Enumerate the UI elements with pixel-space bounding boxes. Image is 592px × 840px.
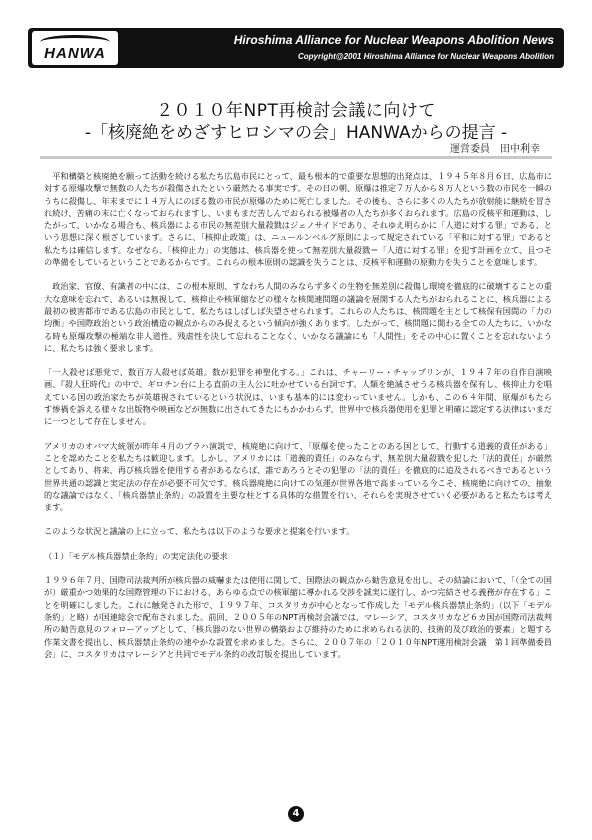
newsletter-header — [28, 28, 564, 68]
article-author: 運営委員 田中利幸 — [450, 144, 540, 155]
article-body — [44, 170, 552, 660]
section-heading: （１）「モデル核兵器禁止条約」の実定法化の要求 — [44, 550, 228, 561]
paragraph-2: 政治家、官僚、有識者の中には、この根本原則、すなわち人間のみならず多くの生物を無差別に殺傷し環境を徹底的に破壊することの重大な意味を忘れて、あるいは無視して、核抑止や核軍縮などの様々な核関連問題の議論を展開する人たちがおられることに、核兵器による最初の被害都市である広島の市民として、私たちはしばしば失望させられます。これらの人たちは、核問題を主として核保有国間の「力の均衡」や国際政治という政治構造の観点からのみ捉えるという傾向が強くあります。したがって、核問題に関わる全ての人たちに、いかなる時も原爆攻撃の極端な非人道性、残虐性を決して忘れることなく、いかなる議論にも「人間性」をその中心に置くことを忘れないように、私たちは強く要求します。 — [44, 281, 552, 353]
hanwa-logo — [32, 31, 118, 65]
article-title-line1: ２０１０年NPT再検討会議に向けて — [156, 101, 436, 121]
paragraph-6: １９９６年７月、国際司法裁判所が核兵器の威嚇または使用に関して、国際法の観点から勧告意見を出し、その結論において、「（全ての国が）厳重かつ効果的な国際管理の下における、あらゆる点での核軍縮に導かれる交渉を誠実に遂行し、かつ完結させる義務が存在する」ことを明確にしました。これに触発された形で、１９９７年、コスタリカが中心となって作成した「モデル核兵器禁止条約」（以下「モデル条約」と略）が国連総会で配布されました。前回、２００５年のNPT再検討会議では、マレーシア、コスタリカなど６カ国が国際司法裁判所の勧告意見のフォローアップとして、「核兵器のない世界の構築および維持のために求められる法的、技術的及び政治的要素」と題する作業文書を提出し、核兵器禁止条約の速やかな設置を求めました。さらに、２００７年の「２０１０年NPT運用検討会議 第１回準備委員会」に、コスタリカはマレーシアと共同でモデル条約の改訂版を提出しています。 — [44, 575, 552, 659]
article-title-line2: -「核廃絶をめざすヒロシマの会」HANWAからの提言 - — [84, 123, 508, 143]
paragraph-4: アメリカのオバマ大統領が昨年４月のプラハ演説で、核廃絶に向けて、「原爆を使ったことのある国として、行動する道義的責任がある」ことを認めたことを私たちは歓迎します。しかし、アメリカには「道義的責任」のみならず、無差別大量殺戮を犯した「法的責任」が厳然としてあり、将来、再び核兵器を使用する者があるならば、誰であろうとその犯罪の「法的責任」を徹底的に追及されるべきであるという世界共通の認識と実定法の存在が必要不可欠です。核兵器廃絶に向けての気運が世界各地で高まっている今こそ、核廃絶に向けての、抽象的な議論ではなく、「核兵器禁止条約」の設置を主要な柱とする具体的な措置を行い、それらを実現させていく必要があると私たちは考えます。 — [44, 440, 552, 513]
newsletter-title: Hiroshima Alliance for Nuclear Weapons Abolition News — [233, 33, 554, 47]
copyright-notice: Copyright@2001 Hiroshima Alliance for Nuclear Weapons Abolition — [298, 52, 554, 61]
page-number: 4 — [288, 806, 304, 822]
paragraph-3: 「一人殺せば悪党で、数百万人殺せば英雄。数が犯罪を神聖化する。」これは、チャーリー・チャップリンが、１９４７年の自作自演映画、『殺人狂時代』の中で、ギロチン台に上る直前の主人公に吐かせている台詞です。人類を絶滅させうる核兵器を保有し、核抑止力を唱えている国の政治家たちが英雄視されているという状況は、いまも基本的には変わっていません。しかも、この６４年間、原爆がもたらす惨禍を訴える様々な出版物や映画などが無数に出されてきたにもかかわらず、世界中で核兵器使用を犯罪と明確に認定する法律はいまだに一つとして存在しません。 — [44, 367, 552, 427]
logo-text: HANWA — [44, 45, 106, 62]
title-divider — [40, 156, 552, 159]
paragraph-1: 平和構築と核廃絶を願って活動を続ける私たち広島市民にとって、最も根本的で重要な思想的出発点は、１９４５年８月６日、広島市に対する原爆攻撃で無数の人たちが殺傷されたという厳然たる事実です。その日の朝、原爆は推定７万人から８万人という数の市民を一瞬のうちに殺傷し、年末までに１４万人にのぼる数の市民が原爆のために死亡しました。その後も、さらに多くの人たちが放射能に継続を冒され続け、苦痛の末に亡くなっておられますし、いまもまだ苦しんでおられる被爆者の人たちが多くおられます。広島の反核平和運動は、したがって、いかなる場合も、核兵器による市民の無差別大量殺戮はジェノサイドであり、それゆえ明らかに「人道に対する罪」である、という思想に深く根ざしています。さらに、「核抑止政策」は、ニュールンベルグ原則によって規定されている「平和に対する罪」であると私たちは確信します。なぜなら、「核抑止力」の実態は、核兵器を使って無差別大量殺戮＝「人道に対する罪」を犯す計画を立て、且つその準備をしているということであるからです。これらの根本原則の認識を失うことは、反核平和運動の原動力を失うことを意味します。 — [44, 171, 552, 268]
paragraph-5: このような状況と議論の上に立って、私たちは以下のような要求と提案を行います。 — [44, 526, 355, 537]
